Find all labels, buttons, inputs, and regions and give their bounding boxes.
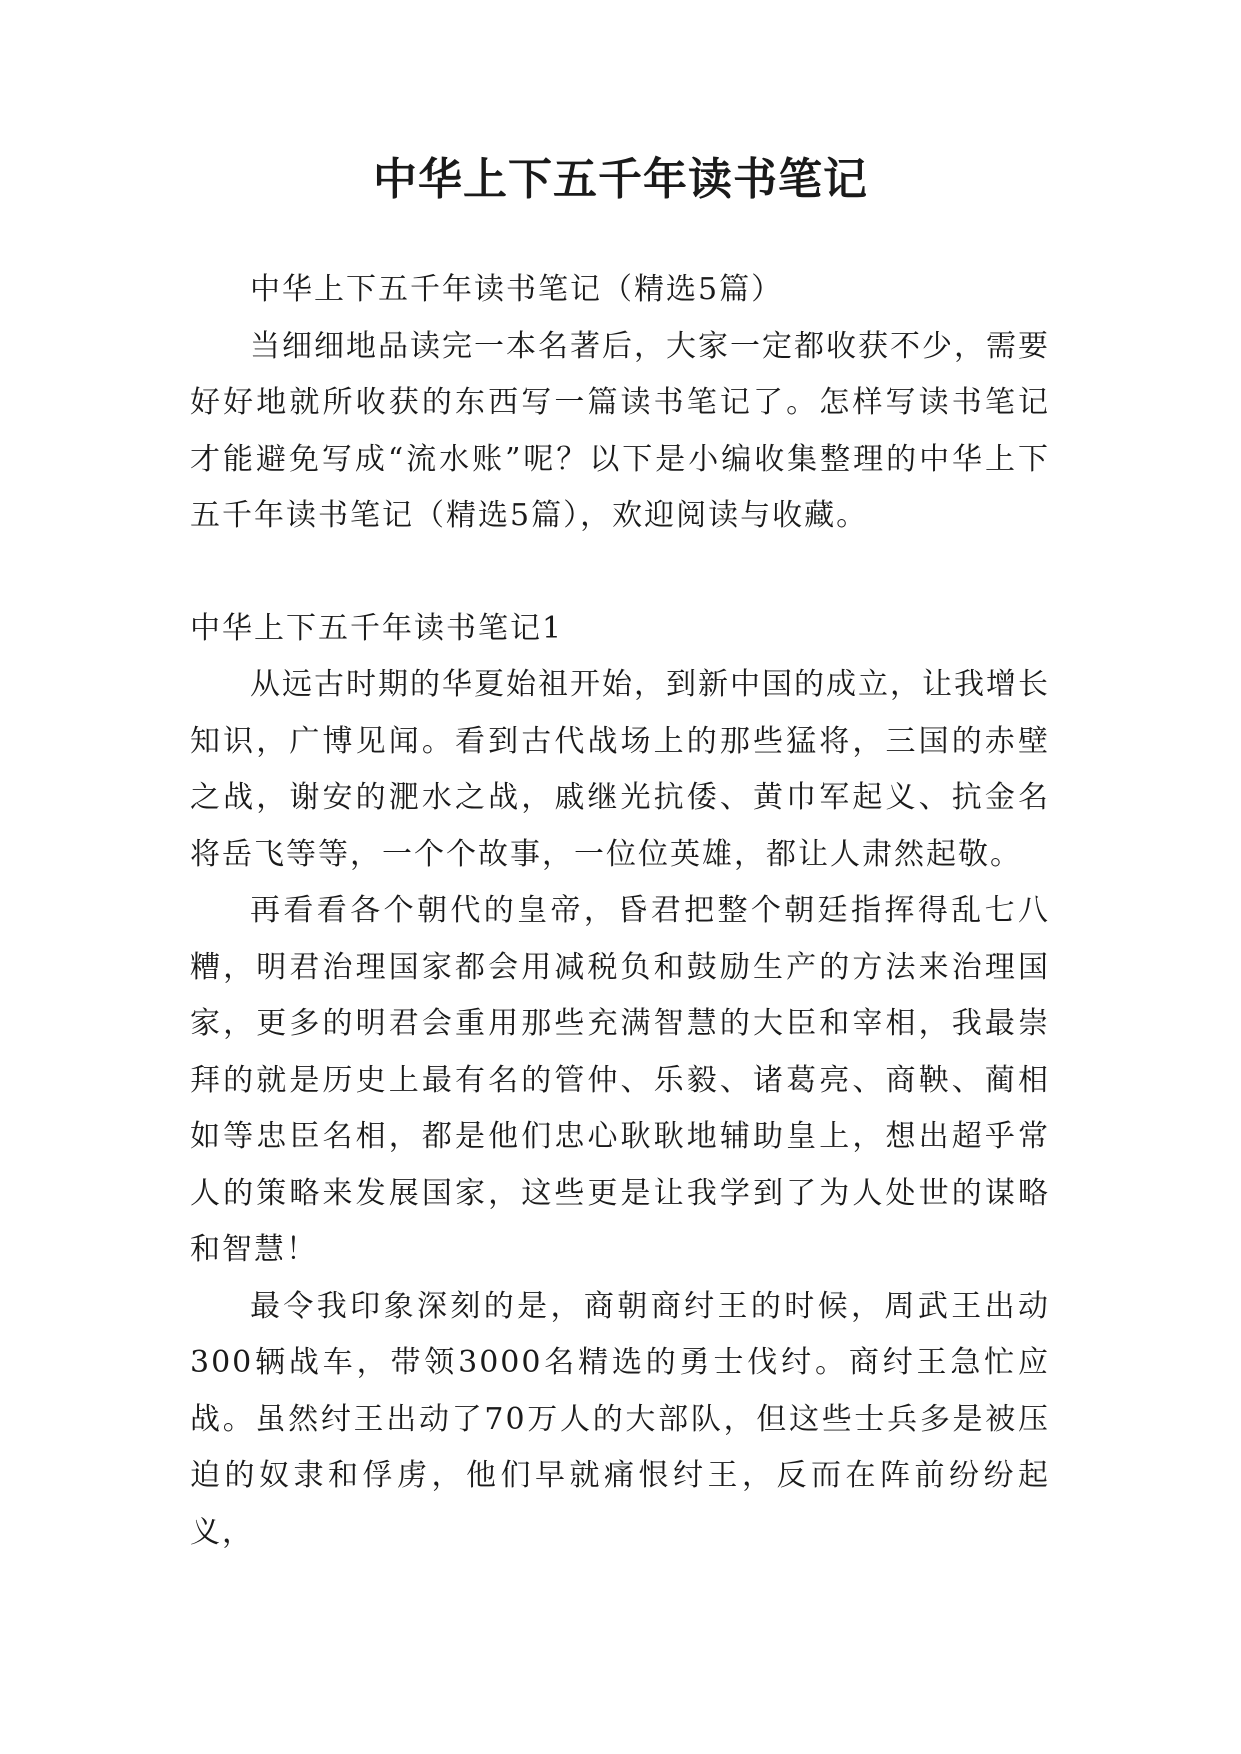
intro-subtitle: 中华上下五千年读书笔记（精选5篇） <box>250 272 784 307</box>
body-paragraph: 再看看各个朝代的皇帝，昏君把整个朝廷指挥得乱七八糟，明君治理国家都会用减税负和鼓励生产的方法来治理国家，更多的明君会重用那些充满智慧的大臣和宰相，我最崇拜的就是历史上最有名的管仲、乐毅、诸葛亮、商鞅、蔺相如等忠臣名相，都是他们忠心耿耿地辅助皇上，想出超乎常人的策略来发展国家，这些更是让我学到了为人处世的谋略和智慧！ <box>190 893 1050 1267</box>
document-title: 中华上下五千年读书笔记 <box>373 154 868 205</box>
document-body <box>190 262 1050 1561</box>
section-heading: 中华上下五千年读书笔记1 <box>190 610 564 646</box>
intro-paragraph: 当细细地品读完一本名著后，大家一定都收获不少，需要好好地就所收获的东西写一篇读书笔记了。怎样写读书笔记才能避免写成“流水账”呢？以下是小编收集整理的中华上下五千年读书笔记（精选5篇），欢迎阅读与收藏。 <box>190 328 1050 533</box>
body-paragraph: 最令我印象深刻的是，商朝商纣王的时候，周武王出动300辆战车，带领3000名精选的勇士伐纣。商纣王急忙应战。虽然纣王出动了70万人的大部队，但这些士兵多是被压迫的奴隶和俘虏，他们早就痛恨纣王，反而在阵前纷纷起义， <box>190 1288 1050 1550</box>
section-spacer <box>190 545 1050 601</box>
body-paragraph: 从远古时期的华夏始祖开始，到新中国的成立，让我增长知识，广博见闻。看到古代战场上的那些猛将，三国的赤壁之战，谢安的淝水之战，戚继光抗倭、黄巾军起义、抗金名将岳飞等等，一个个故事，一位位英雄，都让人肃然起敬。 <box>190 667 1050 872</box>
